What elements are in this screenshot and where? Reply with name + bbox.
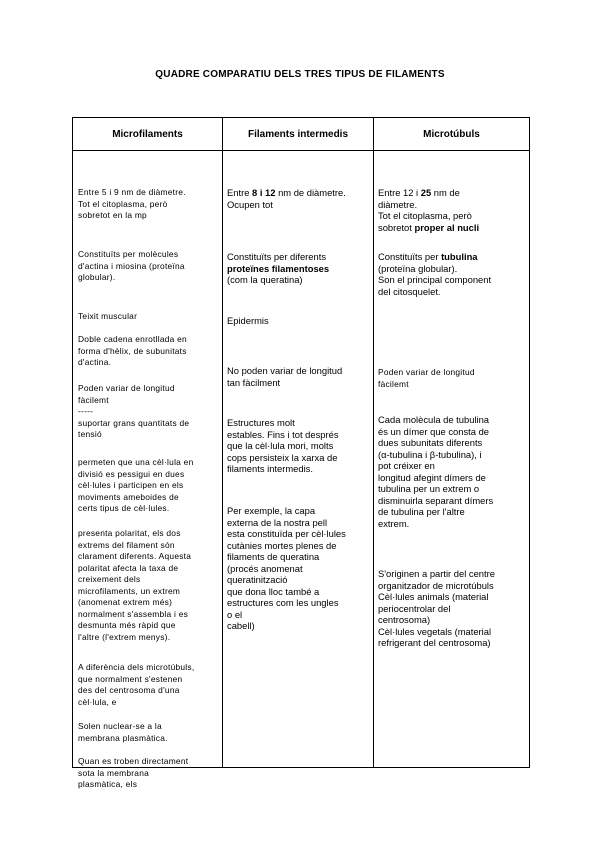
microfilaments-polarity: presenta polaritat, els dos extrems del filament són clarament diferents. Aquesta polaritat afecta la taxa de creixement dels microfilaments, un extrem (anomenat extrem més) normalment s'assembla i es desmunta més ràpid que l'altre (l'extrem menys). [78, 528, 192, 642]
header-microtubuls: Microtúbuls [374, 118, 530, 151]
intermedis-example: Per exemple, la capa externa de la nostra pell esta constituïda per cèl·lules cutànies mortes plenes de filaments de queratina (procés anomenat queratinització que dona lloc també a estructures com les ungles o el cabell) [227, 505, 346, 631]
intermedis-stability: Estructures molt estables. Fins i tot després que la cèl·lula mori, molts cops persisteix la xarxa de filaments intermedis. [227, 417, 339, 474]
microfilaments-membrane: Quan es troben directament sota la membrana plasmàtica, els [78, 756, 189, 789]
microtubuls-composition: Constituïts per tubulina (proteïna globular). Son el principal component del citosquelet. [378, 251, 492, 297]
intermedis-location: Epidermis [227, 315, 269, 326]
header-microfilaments: Microfilaments [73, 118, 223, 151]
column-microtubuls [374, 151, 530, 768]
column-filaments-intermedis [223, 151, 374, 768]
intermedis-diameter: Entre 8 i 12 nm de diàmetre. Ocupen tot [227, 187, 346, 210]
page-title: QUADRE COMPARATIU DELS TRES TIPUS DE FILAMENTS [155, 69, 445, 80]
table-body-row [73, 151, 530, 768]
microfilaments-location: Teixit muscular [78, 311, 138, 321]
intermedis-length: No poden variar de longitud tan fàcilment [227, 365, 343, 388]
microtubuls-length: Poden variar de longitud fàcilemt [378, 367, 475, 389]
table-header-row [73, 118, 530, 151]
column-microfilaments [73, 151, 223, 789]
microtubuls-origin: S'originen a partir del centre organitzador de microtúbuls Cèl·lules animals (material periocentrolar del centrosoma) Cèl·lules vegetals (material refrigerant del centrosoma) [378, 568, 495, 648]
microfilaments-division: permeten que una cèl·lula en divisió es pessigui en dues cèl·lules i participen en els moviments ameboides de certs tipus de cèl·lules. [78, 457, 194, 513]
microtubuls-tubulin: Cada molècula de tubulina és un dímer que consta de dues subunitats diferents (α-tubulina i β-tubulina), i pot créixer en longitud afegint dímers de tubulina per un extrem o disminuirla separant dímers de tubulina per l'altre extrem. [378, 414, 494, 529]
microfilaments-length: Poden variar de longitud fàcilemt ----- suportar grans quantitats de tensió [78, 383, 190, 439]
microfilaments-diameter: Entre 5 i 9 nm de diàmetre. Tot el citoplasma, però sobretot en la mp [78, 187, 186, 220]
comparison-table [72, 117, 530, 789]
microfilaments-nucleation: Solen nuclear-se a la membrana plasmàtica. [78, 721, 168, 743]
microfilaments-structure: Doble cadena enrotllada en forma d'hèlix, de subunitats d'actina. [78, 334, 187, 367]
intermedis-composition: Constituïts per diferents proteïnes filamentoses (com la queratina) [227, 251, 330, 285]
microfilaments-vs-microtubuls: A diferència dels microtúbuls, que normalment s'estenen des del centrosoma d'una cèl·lula, e [78, 662, 195, 707]
microfilaments-composition: Constituïts per molècules d'actina i miosina (proteïna globular). [78, 249, 185, 282]
microtubuls-diameter: Entre 12 i 25 nm de diàmetre. Tot el citoplasma, però sobretot proper al nucli [378, 187, 480, 233]
header-filaments-intermedis: Filaments intermedis [223, 118, 374, 151]
